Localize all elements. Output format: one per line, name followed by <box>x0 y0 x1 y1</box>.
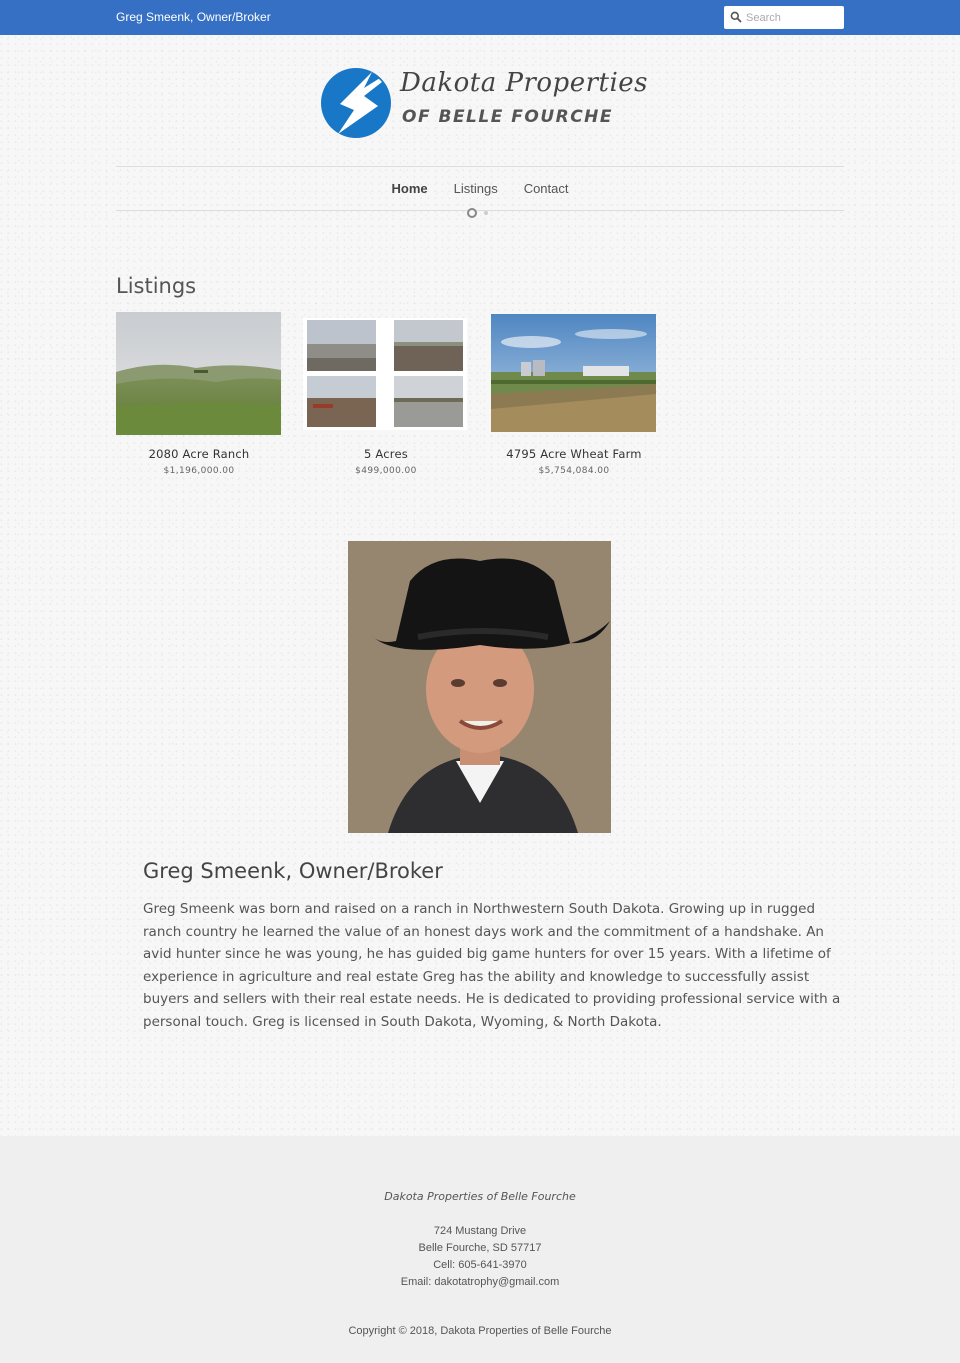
top-bar <box>0 0 960 35</box>
footer-copyright: Copyright © 2018, Dakota Properties of Belle Fourche <box>348 1325 612 1337</box>
listing-photo-wheat-farm[interactable] <box>491 314 656 432</box>
listing-price: $1,196,000.00 <box>163 466 235 476</box>
footer-address-line1: 724 Mustang Drive <box>433 1225 527 1237</box>
search-input[interactable] <box>746 8 840 27</box>
bio-paragraph: Greg Smeenk was born and raised on a ranch in Northwestern South Dakota. Growing up in rugged ranch country he learned the value of an honest days work and the commitment of a handshake. An avid hunter since he was young, he has guided big game hunters for over 15 years. With a lifetime of experience in agriculture and real estate Greg has the ability and knowledge to successfully assist buyers and sellers with their real estate needs. He is dedicated to providing professional service with a personal touch. Greg is licensed in South Dakota, Wyoming, & North Dakota. <box>143 901 841 1030</box>
footer-email[interactable]: Email: dakotatrophy@gmail.com <box>400 1276 560 1288</box>
lightning-bolt-circle-icon <box>320 66 394 140</box>
listing-name[interactable]: 5 Acres <box>364 447 408 461</box>
logo-subtitle: OF BELLE FOURCHE <box>402 107 614 127</box>
nav-divider-bottom <box>116 210 844 211</box>
footer-address-line2: Belle Fourche, SD 57717 <box>418 1242 542 1254</box>
nav-indicator-dot <box>484 211 488 215</box>
listings-heading: Listings <box>116 274 197 298</box>
owner-link[interactable]: Greg Smeenk, Owner/Broker <box>116 10 271 24</box>
search-icon <box>730 11 742 23</box>
listing-photo-5-acres[interactable] <box>303 318 467 430</box>
nav-item-listings[interactable]: Listings <box>453 181 498 196</box>
footer-cell: Cell: 605-641-3970 <box>433 1259 527 1271</box>
site-logo[interactable] <box>320 66 650 140</box>
footer-company: Dakota Properties of Belle Fourche <box>384 1190 576 1203</box>
search-box[interactable] <box>724 6 844 29</box>
listing-photo-ranch[interactable] <box>116 312 281 435</box>
nav-item-home[interactable]: Home <box>391 181 428 196</box>
main-nav <box>116 167 844 210</box>
listing-price: $499,000.00 <box>355 466 417 476</box>
owner-portrait <box>348 541 611 833</box>
bio-heading: Greg Smeenk, Owner/Broker <box>143 859 443 883</box>
listing-name[interactable]: 4795 Acre Wheat Farm <box>506 447 642 461</box>
listing-name[interactable]: 2080 Acre Ranch <box>148 447 250 461</box>
listing-price: $5,754,084.00 <box>538 466 610 476</box>
logo-title: Dakota Properties <box>400 68 648 98</box>
nav-item-contact[interactable]: Contact <box>523 181 569 196</box>
nav-indicator-icon <box>467 208 477 218</box>
